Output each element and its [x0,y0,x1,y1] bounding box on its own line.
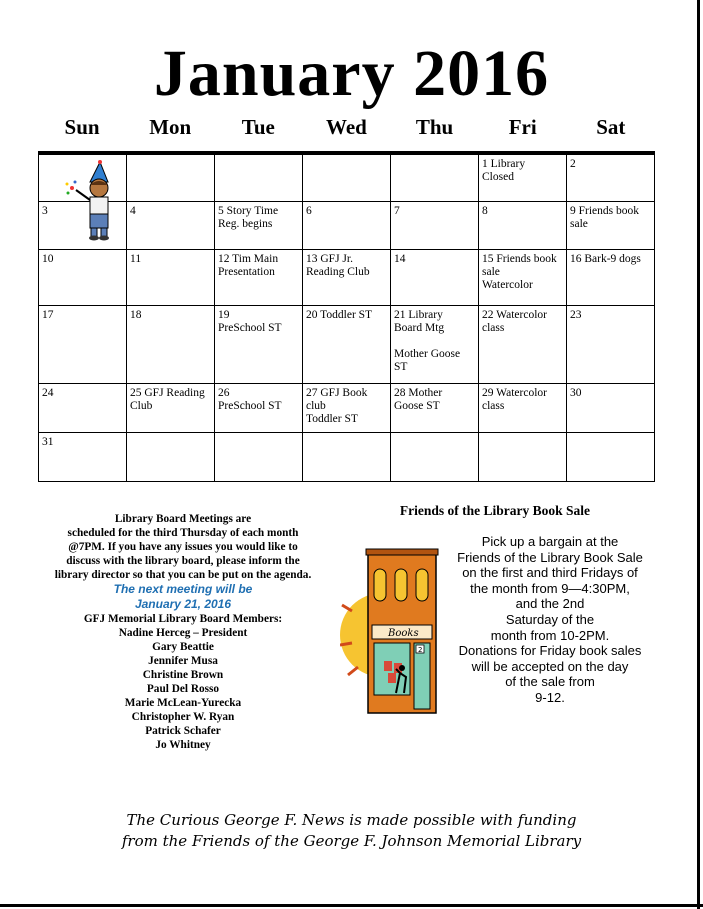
calendar-day-cell [215,433,303,482]
calendar-day-cell [303,306,391,384]
dow-thu: Thu [415,115,454,139]
dow-fri: Fri [508,115,537,139]
calendar-cell-text: 28 Mother [394,387,443,399]
book-sale-line: Saturday of the [505,611,595,627]
calendar-cell-text: ST [394,361,408,373]
calendar-cell-text: sale [482,266,500,278]
board-member: Paul Del Rosso [146,683,220,695]
book-sale-line: and the 2nd [515,596,585,612]
board-intro-line: discuss with the library board, please inform the [66,555,300,567]
calendar-day-cell [567,384,655,433]
calendar-week-row [39,153,655,202]
calendar-day-cell [391,202,479,250]
book-sale-line: Pick up a bargain at the [481,534,619,549]
board-intro-line: Library Board Meetings are [114,513,252,525]
calendar-day-cell [479,250,567,306]
dow-sat: Sat [596,115,626,139]
dow-sun: Sun [64,115,100,139]
calendar-cell-text: Club [130,400,153,412]
calendar-week-row [39,250,655,306]
calendar-day-cell [391,153,479,202]
board-members-heading: GFJ Memorial Library Board Members: [83,613,283,625]
calendar-cell-text: 17 [42,309,54,321]
calendar-cell-text: PreSchool ST [218,322,282,334]
calendar-cell-text: 10 [42,253,54,265]
calendar-cell-text: 9 Friends book [570,205,639,217]
calendar-day-cell [127,153,215,202]
calendar-cell-text: PreSchool ST [218,400,282,412]
calendar-day-cell [479,153,567,202]
calendar-cell-text: 6 [306,205,312,217]
calendar-cell-text: 3 [42,205,48,217]
calendar-day-cell [303,202,391,250]
calendar-cell-text: 24 [42,387,54,399]
dow-mon: Mon [149,115,192,139]
calendar-week-row [39,202,655,250]
store-number-text: 2 [418,646,423,654]
calendar-day-cell [215,384,303,433]
calendar-day-cell [303,153,391,202]
calendar-cell-text: 1 Library [482,158,526,170]
calendar-cell-spacer [394,335,476,348]
calendar-grid [38,151,655,482]
calendar-day-cell [215,306,303,384]
day-of-week-header [38,112,655,142]
calendar-cell-text: Reg. begins [218,218,273,230]
dow-wed: Wed [326,115,367,139]
calendar-day-cell [391,306,479,384]
calendar-cell-text: Goose ST [394,400,440,412]
book-sale-title: Friends of the Library Book Sale [399,503,591,518]
calendar-cell-text: 23 [570,309,582,321]
calendar-week-row [39,384,655,433]
calendar-cell-text: 29 Watercolor [482,387,547,399]
next-meeting-date: January 21, 2016 [134,597,232,611]
calendar-week-row [39,433,655,482]
calendar-day-cell [567,153,655,202]
calendar-cell-text: 14 [394,253,406,265]
party-child-clipart [64,160,124,242]
bookstore-clipart [340,545,445,720]
calendar-cell-text: 13 GFJ Jr. [306,253,353,265]
calendar-cell-text: 30 [570,387,582,399]
calendar-cell-text: 18 [130,309,142,321]
calendar-day-cell [391,384,479,433]
board-member: Gary Beattie [152,641,214,653]
book-sale-description [450,534,650,706]
book-sale-line: month from 10-2PM. [490,627,610,643]
calendar-cell-text: 19 [218,309,230,321]
funding-credit-line: from the Friends of the George F. Johnson Memorial Library [121,832,582,850]
calendar-cell-text: sale [570,218,588,230]
calendar-cell-text: 22 Watercolor [482,309,547,321]
calendar-cell-text: Presentation [218,266,275,278]
calendar-day-cell [127,202,215,250]
calendar-day-cell [303,250,391,306]
board-intro-line: @7PM. If you have any issues you would like to [68,541,298,553]
calendar-day-cell [567,250,655,306]
calendar-day-cell [127,306,215,384]
board-member: Christine Brown [142,669,224,681]
book-sale-line: will be accepted on the day [471,658,629,674]
calendar-day-cell [567,306,655,384]
calendar-cell-text: 12 Tim Main [218,253,279,265]
calendar-day-cell [479,433,567,482]
calendar-cell-text: Reading Club [306,266,370,278]
calendar-cell-text: 26 [218,387,230,399]
book-sale-line: Donations for Friday book sales [458,643,642,659]
board-member: Marie McLean-Yurecka [124,697,242,709]
calendar-day-cell [39,384,127,433]
calendar-week-row [39,306,655,384]
calendar-cell-text: Watercolor [482,279,533,291]
calendar-cell-text: 8 [482,205,488,217]
calendar-day-cell [391,250,479,306]
funding-credit [0,810,703,852]
calendar-day-cell [303,433,391,482]
book-sale-line: the month from 9—4:30PM, [470,580,630,596]
calendar-cell-text: 15 Friends book [482,253,557,265]
board-member: Jennifer Musa [148,655,218,667]
funding-credit-line: The Curious George F. News is made possible with funding [126,811,577,829]
book-sale-line: on the first and third Fridays of [462,565,638,581]
next-meeting-label: The next meeting will be [113,582,253,596]
calendar-cell-text: class [482,400,505,412]
calendar-cell-text: class [482,322,505,334]
calendar-day-cell [39,433,127,482]
calendar-cell-text: 16 Bark-9 dogs [570,253,641,265]
calendar-cell-text: Closed [482,171,514,183]
board-member: Christopher W. Ryan [131,711,235,723]
board-member: Jo Whitney [155,739,211,751]
calendar-cell-text: 27 GFJ Book [306,387,368,399]
calendar-day-cell [127,384,215,433]
dow-tue: Tue [241,115,275,139]
calendar-cell-text: 4 [130,205,136,217]
calendar-cell-text: Board Mtg [394,322,445,334]
calendar-cell-text: 11 [130,253,142,265]
calendar-day-cell [215,153,303,202]
calendar-day-cell [479,202,567,250]
page-border-right [697,0,700,909]
store-sign-text: Books [388,628,419,639]
calendar-day-cell [39,306,127,384]
board-intro-line: library director so that you can be put on the agenda. [54,569,312,581]
page-title: January 2016 [153,37,550,110]
calendar-day-cell [127,250,215,306]
board-member: Nadine Herceg – President [118,627,248,639]
calendar-day-cell [215,250,303,306]
calendar-cell-text: 7 [394,205,400,217]
calendar-day-cell [391,433,479,482]
book-sale-line: 9-12. [535,689,565,705]
calendar-day-cell [39,250,127,306]
calendar-day-cell [215,202,303,250]
board-member: Patrick Schafer [145,725,221,737]
calendar-cell-text: 20 Toddler ST [306,309,373,321]
calendar-day-cell [479,306,567,384]
library-board-info [38,512,328,752]
book-sale-line: of the sale from [505,674,595,690]
calendar-cell-text: Mother Goose [394,348,461,360]
calendar-cell-text: 21 Library [394,309,443,321]
calendar-cell-text: 5 Story Time [218,205,279,217]
calendar-cell-text: club [306,400,326,412]
calendar-day-cell [303,384,391,433]
calendar-cell-text: 25 GFJ Reading [130,387,205,399]
calendar-day-cell [567,202,655,250]
calendar-day-cell [479,384,567,433]
calendar-cell-text: 31 [42,436,54,448]
board-intro-line: scheduled for the third Thursday of each month [67,527,299,539]
calendar-cell-text: Toddler ST [306,413,358,425]
calendar-day-cell [127,433,215,482]
page-border-bottom [0,904,703,907]
calendar-cell-text: 2 [570,158,576,170]
calendar-day-cell [567,433,655,482]
book-sale-line: Friends of the Library Book Sale [457,549,643,565]
